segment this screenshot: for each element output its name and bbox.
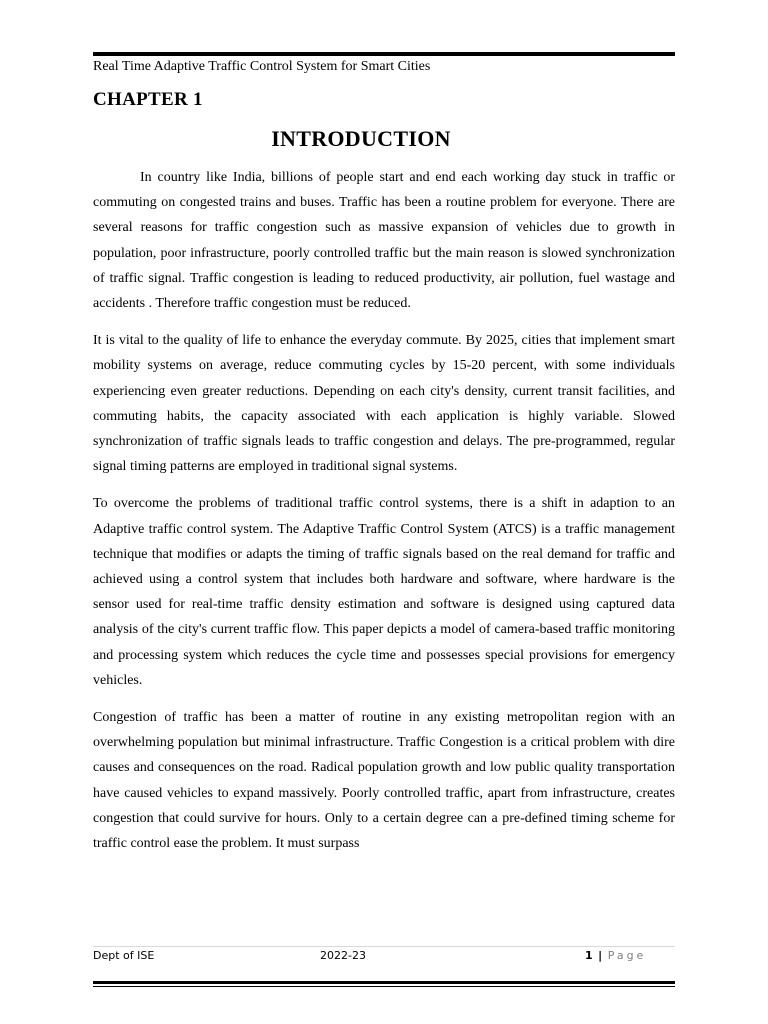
paragraph-1: In country like India, billions of people start and end each working day stuck in traffic or commuting on congested trains and buses. Traffic has been a routine problem for everyone. There are several reasons for traffic congestion such as massive expansion of vehicles due to growth in population, poor infrastructure, poorly controlled traffic but the main reason is slowed synchronization of traffic signal. Traffic congestion is leading to reduced productivity, air pollution, fuel wastage and accidents . Therefore traffic congestion must be reduced. — [93, 170, 675, 312]
bottom-rule-thin — [93, 986, 675, 987]
running-header: Real Time Adaptive Traffic Control System for Smart Cities — [93, 59, 431, 74]
chapter-title: INTRODUCTION — [271, 126, 451, 151]
header-rule — [93, 52, 675, 56]
footer-page — [585, 949, 646, 963]
paragraph-4: Congestion of traffic has been a matter of routine in any existing metropolitan region with an overwhelming population but minimal infrastructure. Traffic Congestion is a critical problem with dire causes and consequences on the road. Radical population growth and low public quality transportation have caused vehicles to expand massively. Poorly controlled traffic, apart from infrastructure, creates congestion that could survive for hours. Only to a certain degree can a pre-defined timing scheme for traffic control ease the problem. It must surpass — [93, 710, 675, 852]
page-number: 1 — [585, 949, 593, 962]
footer-rule — [93, 946, 675, 947]
footer-department: Dept of ISE — [93, 949, 155, 962]
bottom-rule-thick — [93, 981, 675, 984]
page-word: Page — [607, 949, 647, 962]
paragraph-3: To overcome the problems of traditional traffic control systems, there is a shift in adaption to an Adaptive traffic control system. The Adaptive Traffic Control System (ATCS) is a traffic management technique that modifies or adapts the timing of traffic signals based on the real demand for traffic and achieved using a control system that includes both hardware and software, where hardware is the sensor used for real-time traffic density estimation and software is designed using captured data analysis of the city's current traffic flow. This paper depicts a model of camera-based traffic monitoring and processing system which reduces the cycle time and possesses special provisions for emergency vehicles. — [93, 496, 675, 688]
footer-year: 2022-23 — [320, 949, 366, 962]
body-text — [93, 165, 675, 905]
chapter-label: CHAPTER 1 — [93, 89, 203, 110]
paragraph-2: It is vital to the quality of life to enhance the everyday commute. By 2025, cities that implement smart mobility systems on average, reduce commuting cycles by 15-20 percent, with some individuals experiencing even greater reductions. Depending on each city's density, current transit facilities, and commuting habits, the capacity associated with each application is highly variable. Slowed synchronization of traffic signals leads to traffic congestion and delays. The pre-programmed, regular signal timing patterns are employed in traditional signal systems. — [93, 333, 675, 475]
page-separator: | — [598, 949, 603, 962]
